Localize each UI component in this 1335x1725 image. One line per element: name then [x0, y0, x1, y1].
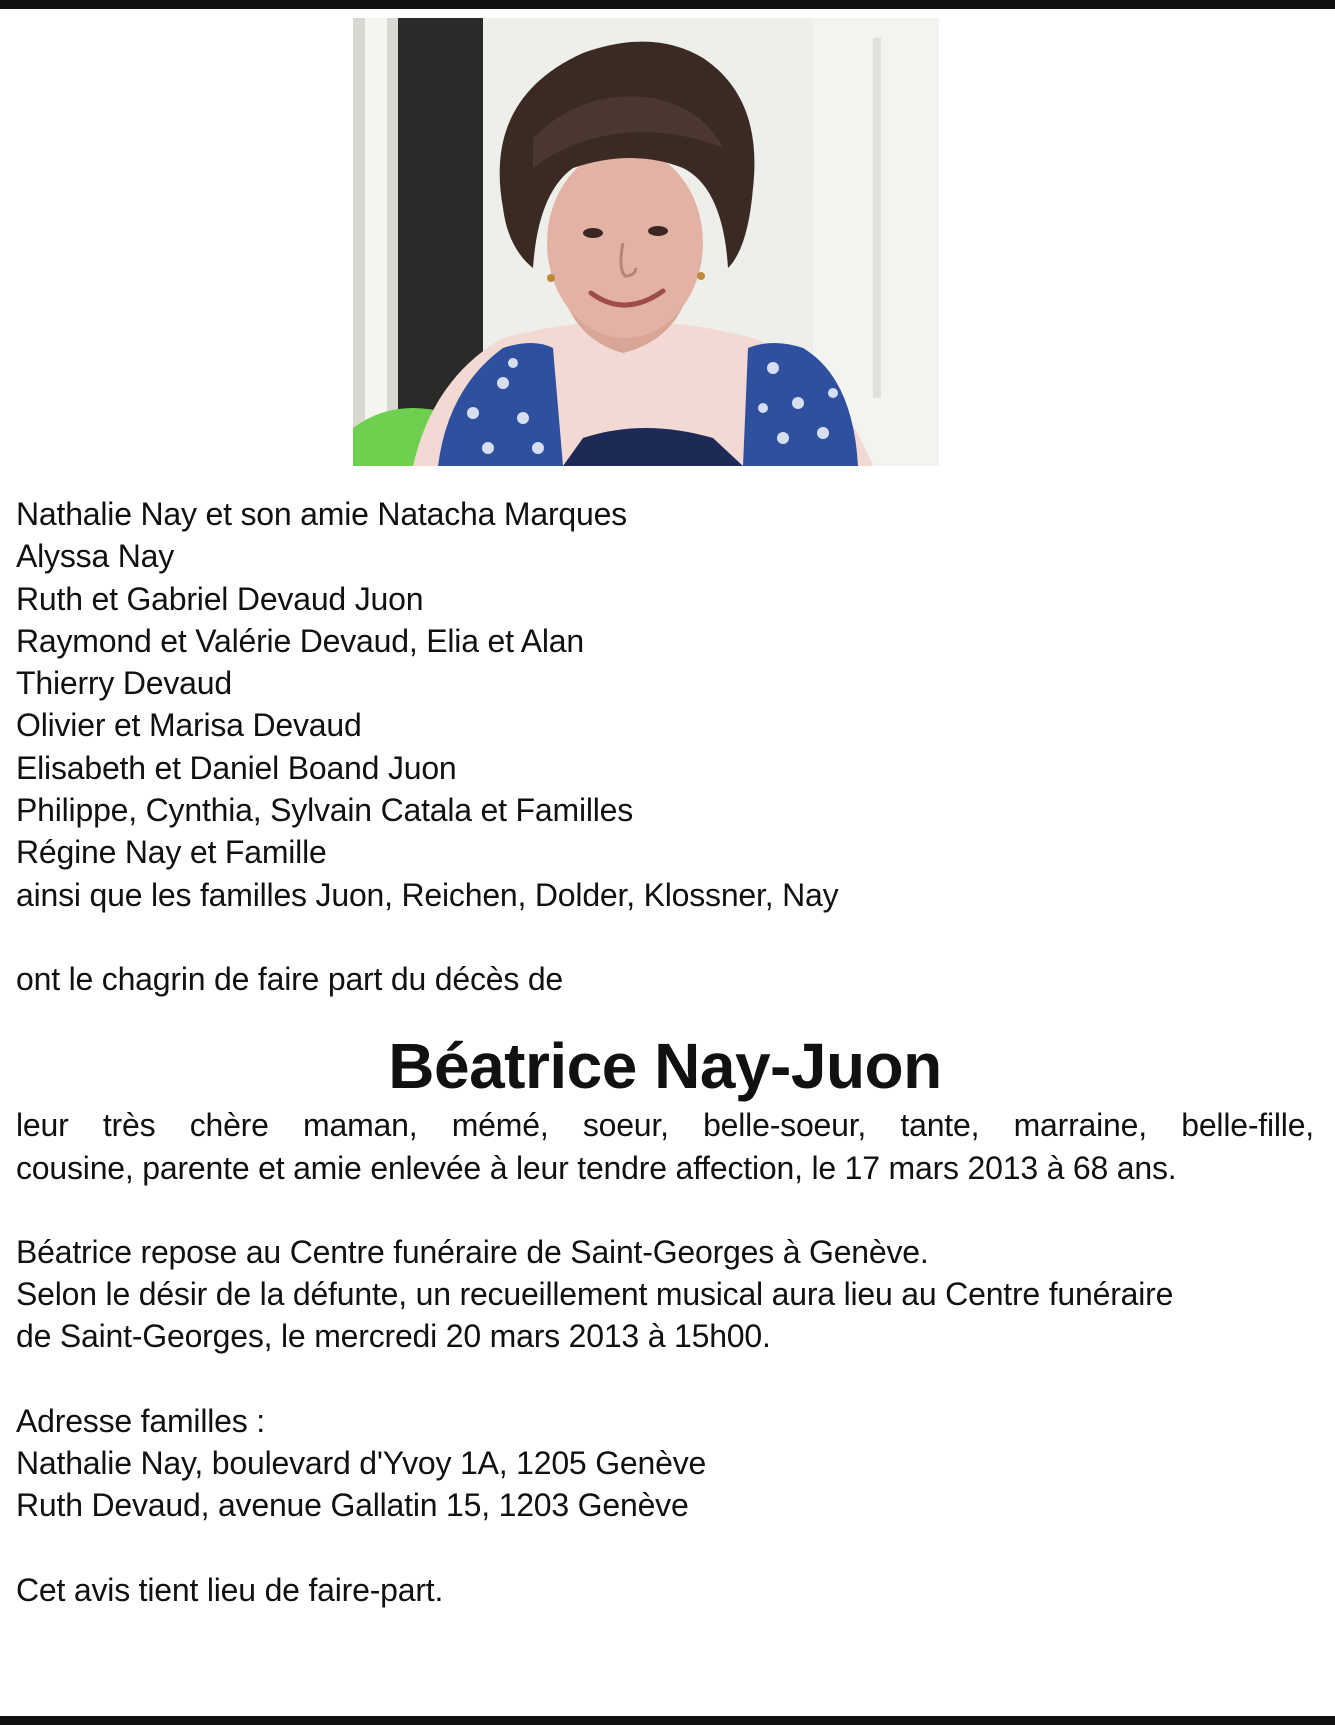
family-line: Alyssa Nay	[16, 538, 175, 575]
family-line: Régine Nay et Famille	[16, 834, 327, 871]
ceremony-info	[16, 1231, 1314, 1358]
family-line: Olivier et Marisa Devaud	[16, 707, 362, 744]
family-line: Philippe, Cynthia, Sylvain Catala et Familles	[16, 792, 634, 829]
ceremony-line: Selon le désir de la défunte, un recueillement musical aura lieu au Centre funéraire	[16, 1276, 1174, 1313]
address-line: Nathalie Nay, boulevard d'Yvoy 1A, 1205 Genève	[16, 1445, 707, 1482]
family-list	[16, 493, 1314, 916]
deceased-name: Béatrice Nay-Juon	[388, 1030, 942, 1103]
closing-note: Cet avis tient lieu de faire-part.	[16, 1571, 444, 1608]
portrait-photo	[353, 18, 939, 466]
tribute-line-2: cousine, parente et amie enlevée à leur tendre affection, le 17 mars 2013 à 68 ans.	[16, 1149, 1177, 1186]
family-line: Raymond et Valérie Devaud, Elia et Alan	[16, 622, 584, 659]
addresses-heading: Adresse familles :	[16, 1402, 265, 1439]
family-line: Ruth et Gabriel Devaud Juon	[16, 580, 424, 617]
family-line: Nathalie Nay et son amie Natacha Marques	[16, 496, 627, 532]
bottom-rule	[0, 1716, 1335, 1725]
top-rule	[0, 0, 1335, 9]
obituary-text	[16, 493, 1314, 1611]
family-line: ainsi que les familles Juon, Reichen, Dolder, Klossner, Nay	[16, 876, 839, 913]
family-line: Elisabeth et Daniel Boand Juon	[16, 749, 457, 786]
tribute-line-1: leur très chère maman, mémé, soeur, belle-soeur, tante, marraine, belle-fille,	[16, 1107, 1314, 1144]
ceremony-line: Béatrice repose au Centre funéraire de Saint-Georges à Genève.	[16, 1233, 929, 1270]
portrait-illustration	[353, 18, 939, 466]
family-addresses	[16, 1400, 1314, 1527]
announcement-text: ont le chagrin de faire part du décès de	[16, 960, 564, 997]
family-line: Thierry Devaud	[16, 665, 232, 702]
address-line: Ruth Devaud, avenue Gallatin 15, 1203 Genève	[16, 1487, 689, 1524]
ceremony-line: de Saint-Georges, le mercredi 20 mars 2013 à 15h00.	[16, 1318, 771, 1355]
